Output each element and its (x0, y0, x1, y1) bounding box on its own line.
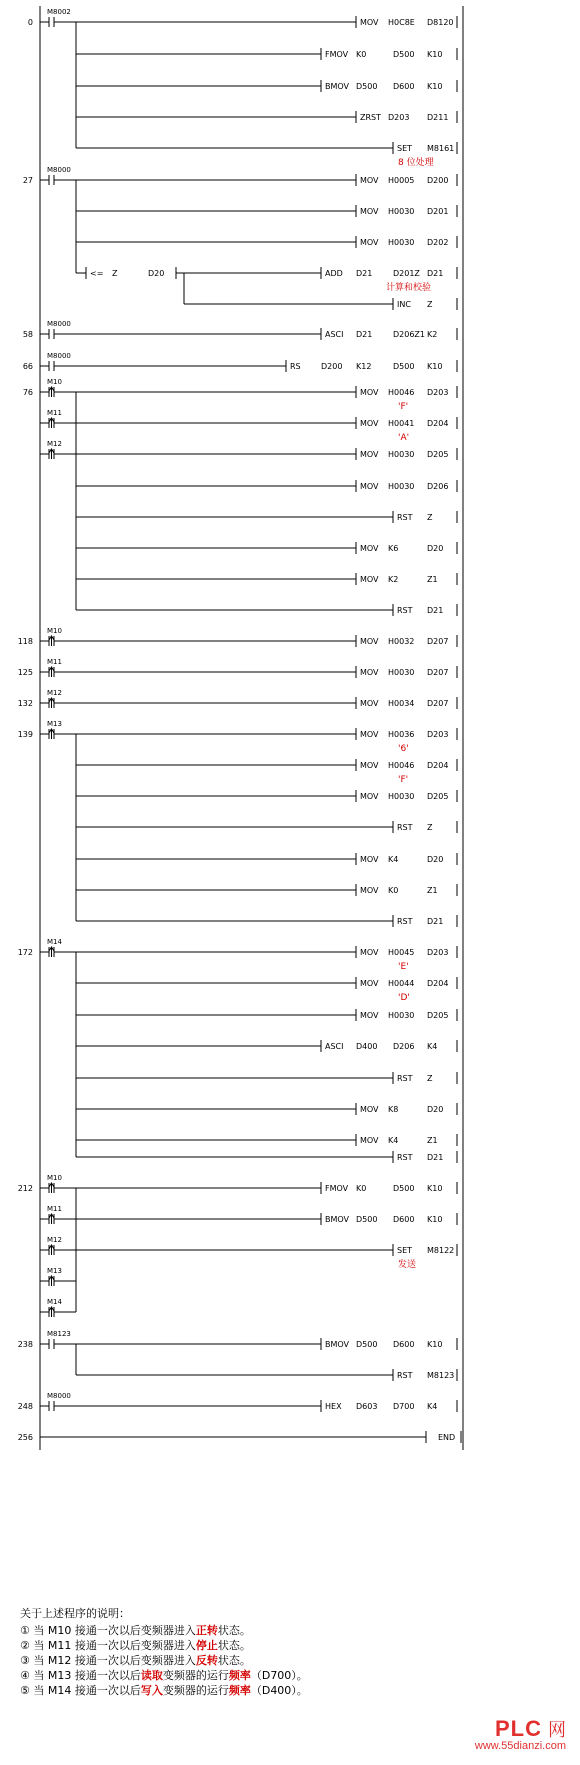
instruction-operand: D200 (321, 362, 343, 371)
instruction-operand: D200 (427, 176, 449, 185)
instruction-operand: K0 (356, 50, 367, 59)
instruction-operand: K0 (388, 886, 399, 895)
step-number: 76 (22, 388, 33, 397)
instruction-operand: D500 (393, 50, 415, 59)
note-highlight: 反转 (195, 1654, 218, 1667)
instruction-name: MOV (360, 668, 379, 677)
note-highlight: 频率 (228, 1669, 251, 1682)
instruction-name: ZRST (360, 113, 382, 122)
step-number: 0 (27, 18, 33, 27)
instruction-operand: D206 (393, 1042, 415, 1051)
instruction-name: INC (397, 300, 411, 309)
step-number: 66 (22, 362, 33, 371)
contact-label: M14 (47, 1298, 62, 1306)
contact-label: M8000 (47, 352, 71, 360)
watermark-url: www.55dianzi.com (474, 1740, 566, 1752)
instruction-name: MOV (360, 1136, 379, 1145)
instruction-operand: D500 (356, 82, 378, 91)
step-number: 172 (17, 948, 33, 957)
output-comment: 'F' (398, 775, 409, 785)
site-watermark (475, 1716, 566, 1752)
instruction-operand: D500 (393, 362, 415, 371)
note-item (20, 1683, 560, 1698)
contact-label: M8000 (47, 1392, 71, 1400)
instruction-operand: D21 (427, 917, 444, 926)
instruction-operand: Z1 (427, 575, 438, 584)
instruction-operand: Z1 (427, 1136, 438, 1145)
instruction-name: RST (397, 1153, 413, 1162)
instruction-operand: Z (427, 300, 433, 309)
instruction-operand: D204 (427, 419, 449, 428)
instruction-name: RST (397, 1371, 413, 1380)
instruction-name: MOV (360, 637, 379, 646)
instruction-operand: H0034 (388, 699, 415, 708)
contact-label: M12 (47, 440, 62, 448)
instruction-operand: H0046 (388, 761, 415, 770)
contact-label: M11 (47, 409, 62, 417)
instruction-operand: D204 (427, 979, 449, 988)
instruction-operand: Z (427, 513, 433, 522)
instruction-operand: K4 (427, 1402, 438, 1411)
contact-label: M10 (47, 627, 62, 635)
output-comment: 'A' (398, 433, 410, 443)
instruction-name: BMOV (325, 1340, 350, 1349)
instruction-operand: K10 (427, 1340, 443, 1349)
step-number: 58 (22, 330, 33, 339)
instruction-name: FMOV (325, 50, 349, 59)
instruction-operand: Z1 (427, 886, 438, 895)
instruction-name: FMOV (325, 1184, 349, 1193)
contact-label: M10 (47, 378, 62, 386)
instruction-operand: D400 (356, 1042, 378, 1051)
instruction-operand: M8122 (427, 1246, 455, 1255)
instruction-operand: H0030 (388, 482, 415, 491)
instruction-name: MOV (360, 575, 379, 584)
contact-label: M8002 (47, 8, 71, 16)
instruction-operand: D211 (427, 113, 449, 122)
instruction-operand: K12 (356, 362, 372, 371)
instruction-operand: H0046 (388, 388, 415, 397)
note-highlight: 频率 (228, 1684, 251, 1697)
instruction-operand: K0 (356, 1184, 367, 1193)
instruction-name: RST (397, 917, 413, 926)
instruction-operand: H0030 (388, 450, 415, 459)
output-comment: 发送 (398, 1260, 417, 1270)
notes-list (20, 1623, 560, 1698)
instruction-operand: D205 (427, 450, 449, 459)
instruction-operand: D207 (427, 668, 449, 677)
watermark-brand: PLC (495, 1716, 542, 1741)
instruction-operand: H0045 (388, 948, 415, 957)
instruction-operand: D202 (427, 238, 449, 247)
instruction-name: RST (397, 513, 413, 522)
instruction-operand: D203 (427, 388, 449, 397)
contact-label: M14 (47, 938, 62, 946)
instruction-operand: D20 (427, 544, 444, 553)
contact-label: M12 (47, 689, 62, 697)
instruction-operand: D500 (356, 1340, 378, 1349)
instruction-operand: D600 (393, 82, 415, 91)
step-number: 256 (17, 1433, 33, 1442)
output-comment: 'F' (398, 402, 409, 412)
instruction-operand: K10 (427, 1184, 443, 1193)
step-number: 132 (17, 699, 33, 708)
instruction-name: MOV (360, 18, 379, 27)
instruction-name: MOV (360, 482, 379, 491)
instruction-operand: D207 (427, 637, 449, 646)
instruction-operand: H0030 (388, 792, 415, 801)
instruction-name: SET (397, 1246, 413, 1255)
instruction-name: RST (397, 606, 413, 615)
note-text: 状态。 (217, 1624, 251, 1637)
instruction-operand: D206Z1 (393, 330, 425, 339)
note-text: ⑤ 当 M14 接通一次以后 (20, 1684, 141, 1697)
step-number: 248 (17, 1402, 33, 1411)
instruction-operand: D204 (427, 761, 449, 770)
note-text: （D700）。 (250, 1669, 308, 1682)
instruction-operand: D201Z (393, 269, 420, 278)
instruction-name: MOV (360, 948, 379, 957)
note-item (20, 1653, 560, 1668)
instruction-operand: H0030 (388, 238, 415, 247)
instruction-operand: D205 (427, 1011, 449, 1020)
step-number: 139 (17, 730, 33, 739)
instruction-name: MOV (360, 886, 379, 895)
contact-label: M11 (47, 1205, 62, 1213)
contact-label: M12 (47, 1236, 62, 1244)
instruction-operand: D207 (427, 699, 449, 708)
contact-label: M13 (47, 1267, 62, 1275)
instruction-operand: M8123 (427, 1371, 455, 1380)
instruction-name: SET (397, 144, 413, 153)
output-comment: 'D' (398, 993, 410, 1003)
instruction-name: END (438, 1433, 456, 1442)
compare-operand: Z (112, 269, 118, 278)
note-text: 状态。 (217, 1654, 251, 1667)
instruction-operand: H0032 (388, 637, 415, 646)
instruction-operand: Z (427, 1074, 433, 1083)
output-comment: 'E' (398, 962, 409, 972)
instruction-name: MOV (360, 979, 379, 988)
instruction-operand: H0030 (388, 668, 415, 677)
note-highlight: 停止 (195, 1639, 218, 1652)
note-item (20, 1623, 560, 1638)
instruction-operand: M8161 (427, 144, 455, 153)
instruction-name: MOV (360, 855, 379, 864)
instruction-operand: D201 (427, 207, 449, 216)
instruction-name: BMOV (325, 1215, 350, 1224)
instruction-name: ASCI (325, 1042, 344, 1051)
instruction-name: MOV (360, 238, 379, 247)
instruction-operand: D603 (356, 1402, 378, 1411)
instruction-operand: D700 (393, 1402, 415, 1411)
note-item (20, 1668, 560, 1683)
instruction-name: RST (397, 823, 413, 832)
instruction-operand: H0030 (388, 1011, 415, 1020)
instruction-operand: D21 (427, 606, 444, 615)
instruction-operand: H0005 (388, 176, 415, 185)
instruction-operand: D205 (427, 792, 449, 801)
note-text: ③ 当 M12 接通一次以后变频器进入 (20, 1654, 196, 1667)
instruction-name: MOV (360, 450, 379, 459)
instruction-name: RST (397, 1074, 413, 1083)
instruction-name: MOV (360, 207, 379, 216)
instruction-operand: H0044 (388, 979, 415, 988)
instruction-operand: H0036 (388, 730, 415, 739)
note-text: ④ 当 M13 接通一次以后 (20, 1669, 141, 1682)
instruction-operand: D600 (393, 1215, 415, 1224)
note-text: （D400）。 (250, 1684, 308, 1697)
instruction-operand: K10 (427, 82, 443, 91)
instruction-operand: D206 (427, 482, 449, 491)
instruction-operand: K2 (427, 330, 438, 339)
instruction-operand: D600 (393, 1340, 415, 1349)
note-highlight: 读取 (140, 1669, 163, 1682)
instruction-operand: D500 (393, 1184, 415, 1193)
note-text: 变频器的运行 (162, 1684, 229, 1697)
output-comment: 8 位处理 (398, 158, 434, 168)
contact-label: M8000 (47, 166, 71, 174)
contact-label: M8000 (47, 320, 71, 328)
note-text: ① 当 M10 接通一次以后变频器进入 (20, 1624, 196, 1637)
instruction-operand: D21 (356, 330, 373, 339)
instruction-operand: K10 (427, 50, 443, 59)
instruction-operand: H0041 (388, 419, 415, 428)
instruction-name: BMOV (325, 82, 350, 91)
contact-label: M10 (47, 1174, 62, 1182)
instruction-name: HEX (325, 1402, 342, 1411)
instruction-operand: H0C8E (388, 18, 415, 27)
instruction-operand: K8 (388, 1105, 399, 1114)
contact-label: M13 (47, 720, 62, 728)
contact-label: M8123 (47, 1330, 71, 1338)
step-number: 125 (17, 668, 33, 677)
note-text: 状态。 (217, 1639, 251, 1652)
instruction-name: MOV (360, 1105, 379, 1114)
instruction-name: MOV (360, 419, 379, 428)
instruction-operand: H0030 (388, 207, 415, 216)
instruction-operand: K4 (388, 1136, 399, 1145)
instruction-operand: K2 (388, 575, 399, 584)
notes-title: 关于上述程序的说明： (20, 1607, 130, 1620)
instruction-name: MOV (360, 792, 379, 801)
step-number: 27 (22, 176, 33, 185)
compare-operand: D20 (148, 269, 165, 278)
instruction-operand: D203 (427, 730, 449, 739)
instruction-operand: D21 (427, 1153, 444, 1162)
instruction-operand: D203 (388, 113, 410, 122)
instruction-operand: D500 (356, 1215, 378, 1224)
contact-label: M11 (47, 658, 62, 666)
step-number: 212 (17, 1184, 33, 1193)
output-comment: '6' (398, 744, 409, 754)
note-text: 变频器的运行 (162, 1669, 229, 1682)
instruction-operand: D8120 (427, 18, 454, 27)
instruction-name: MOV (360, 176, 379, 185)
output-comment: 计算和校验 (386, 283, 432, 293)
note-item (20, 1638, 560, 1653)
instruction-name: MOV (360, 544, 379, 553)
instruction-operand: D20 (427, 1105, 444, 1114)
instruction-operand: D21 (427, 269, 444, 278)
note-text: ② 当 M11 接通一次以后变频器进入 (20, 1639, 196, 1652)
step-number: 238 (17, 1340, 33, 1349)
note-highlight: 写入 (140, 1684, 163, 1697)
step-number: 118 (17, 637, 33, 646)
instruction-name: ADD (325, 269, 343, 278)
instruction-name: ASCI (325, 330, 344, 339)
instruction-name: MOV (360, 761, 379, 770)
instruction-operand: K10 (427, 1215, 443, 1224)
instruction-operand: K6 (388, 544, 399, 553)
instruction-operand: Z (427, 823, 433, 832)
compare-operator: <= (90, 269, 104, 278)
instruction-operand: D21 (356, 269, 373, 278)
instruction-operand: D20 (427, 855, 444, 864)
instruction-name: MOV (360, 388, 379, 397)
program-notes (20, 1606, 560, 1698)
watermark-brand-cn: 网 (548, 1720, 566, 1741)
note-highlight: 正转 (195, 1624, 218, 1637)
instruction-name: RS (290, 362, 301, 371)
instruction-operand: K4 (388, 855, 399, 864)
instruction-name: MOV (360, 730, 379, 739)
instruction-operand: K10 (427, 362, 443, 371)
instruction-name: MOV (360, 1011, 379, 1020)
instruction-operand: K4 (427, 1042, 438, 1051)
instruction-name: MOV (360, 699, 379, 708)
instruction-operand: D203 (427, 948, 449, 957)
